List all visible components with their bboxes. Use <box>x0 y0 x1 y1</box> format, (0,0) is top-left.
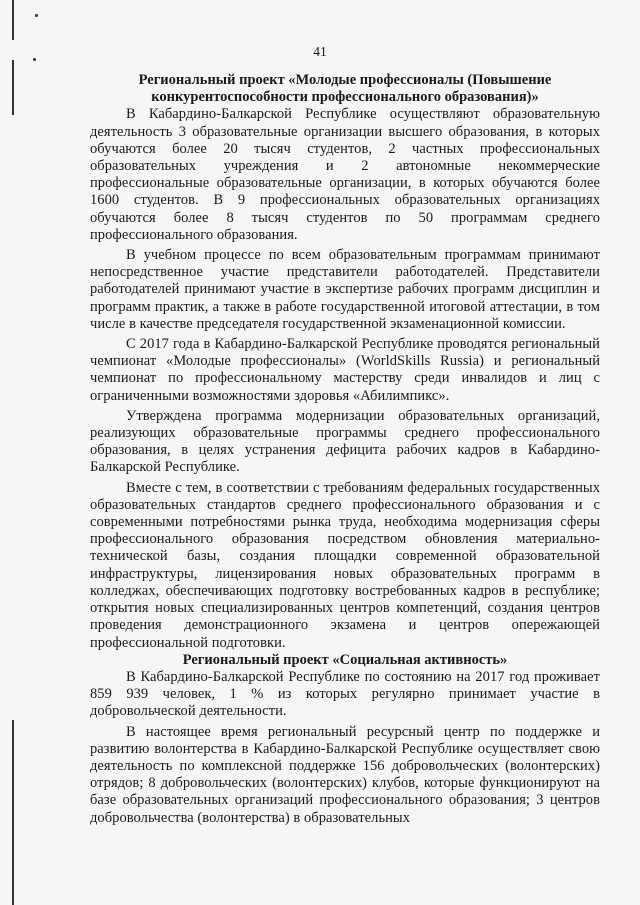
paragraph: В Кабардино-Балкарской Республике по состоянию на 2017 год проживает 859 939 человек, 1 % из которых регулярно принимает участие в добровольческой деятельности. <box>90 668 600 720</box>
paragraph: В настоящее время региональный ресурсный центр по поддержке и развитию волонтерства в Кабардино-Балкарской Республике осуществляет свою деятельность по комплексной поддержке 156 добровольческих (волонтерских) отрядов; 8 добровольческих (волонтерских) клубов, которые функционируют на базе образовательных организаций профессионального образования; 3 центров добровольчества (волонтерства) в образовательных <box>90 723 600 826</box>
paragraph: В Кабардино-Балкарской Республике осуществляют образовательную деятельность 3 образовательные организации высшего образования, в которых обучаются более 20 тысяч студентов, 2 частных профессиональных образовательных учреждения и 2 автономные некоммерческие профессиональные образовательные организации, в которых обучаются более 1600 студентов. В 9 профессиональных образовательных организациях обучаются более 8 тысяч студентов по 50 программам среднего профессионального образования. <box>90 106 600 243</box>
scan-margin-line-mid <box>12 60 14 115</box>
scan-dot-1 <box>35 14 38 17</box>
section-heading-young-professionals: Региональный проект «Молодые профессионалы (Повышение конкурентоспособности профессионального образования)» <box>138 72 552 106</box>
section-heading-social-activity: Региональный проект «Социальная активность» <box>182 651 508 668</box>
scan-margin-line-top <box>12 0 14 40</box>
document-body <box>90 72 600 827</box>
paragraph: Утверждена программа модернизации образовательных организаций, реализующих образовательные программы среднего профессионального образования, в целях устранения дефицита рабочих кадров в Кабардино-Балкарской Республике. <box>90 407 600 476</box>
scan-margin-line-bottom <box>12 720 14 905</box>
paragraph: Вместе с тем, в соответствии с требованиям федеральных государственных образовательных стандартов среднего профессионального образования и с современными потребностями рынка труда, необходима модернизация сферы профессионального образования посредством обновления материально-технической базы, создания площадки современной образовательной инфраструктуры, лицензирования новых образовательных программ в колледжах, обеспечивающих подготовку востребованных кадров в республике; открытия новых специализированных центров компетенций, создания центров проведения демонстрационного экзамена и центров опережающей профессиональной подготовки. <box>90 479 600 651</box>
paragraph: С 2017 года в Кабардино-Балкарской Республике проводятся региональный чемпионат «Молодые профессионалы» (WorldSkills Russia) и региональный чемпионат по профессиональному мастерству среди инвалидов и лиц с ограниченными возможностями здоровья «Абилимпикс». <box>90 336 600 404</box>
page-number: 41 <box>313 44 327 59</box>
paragraph: В учебном процессе по всем образовательным программам принимают непосредственное участие представители работодателей. Представители работодателей принимают участие в экспертизе рабочих программ дисциплин и программ практик, а также в работе государственной итоговой аттестации, в том числе в качестве председателя государственной экзаменационной комиссии. <box>90 247 600 332</box>
